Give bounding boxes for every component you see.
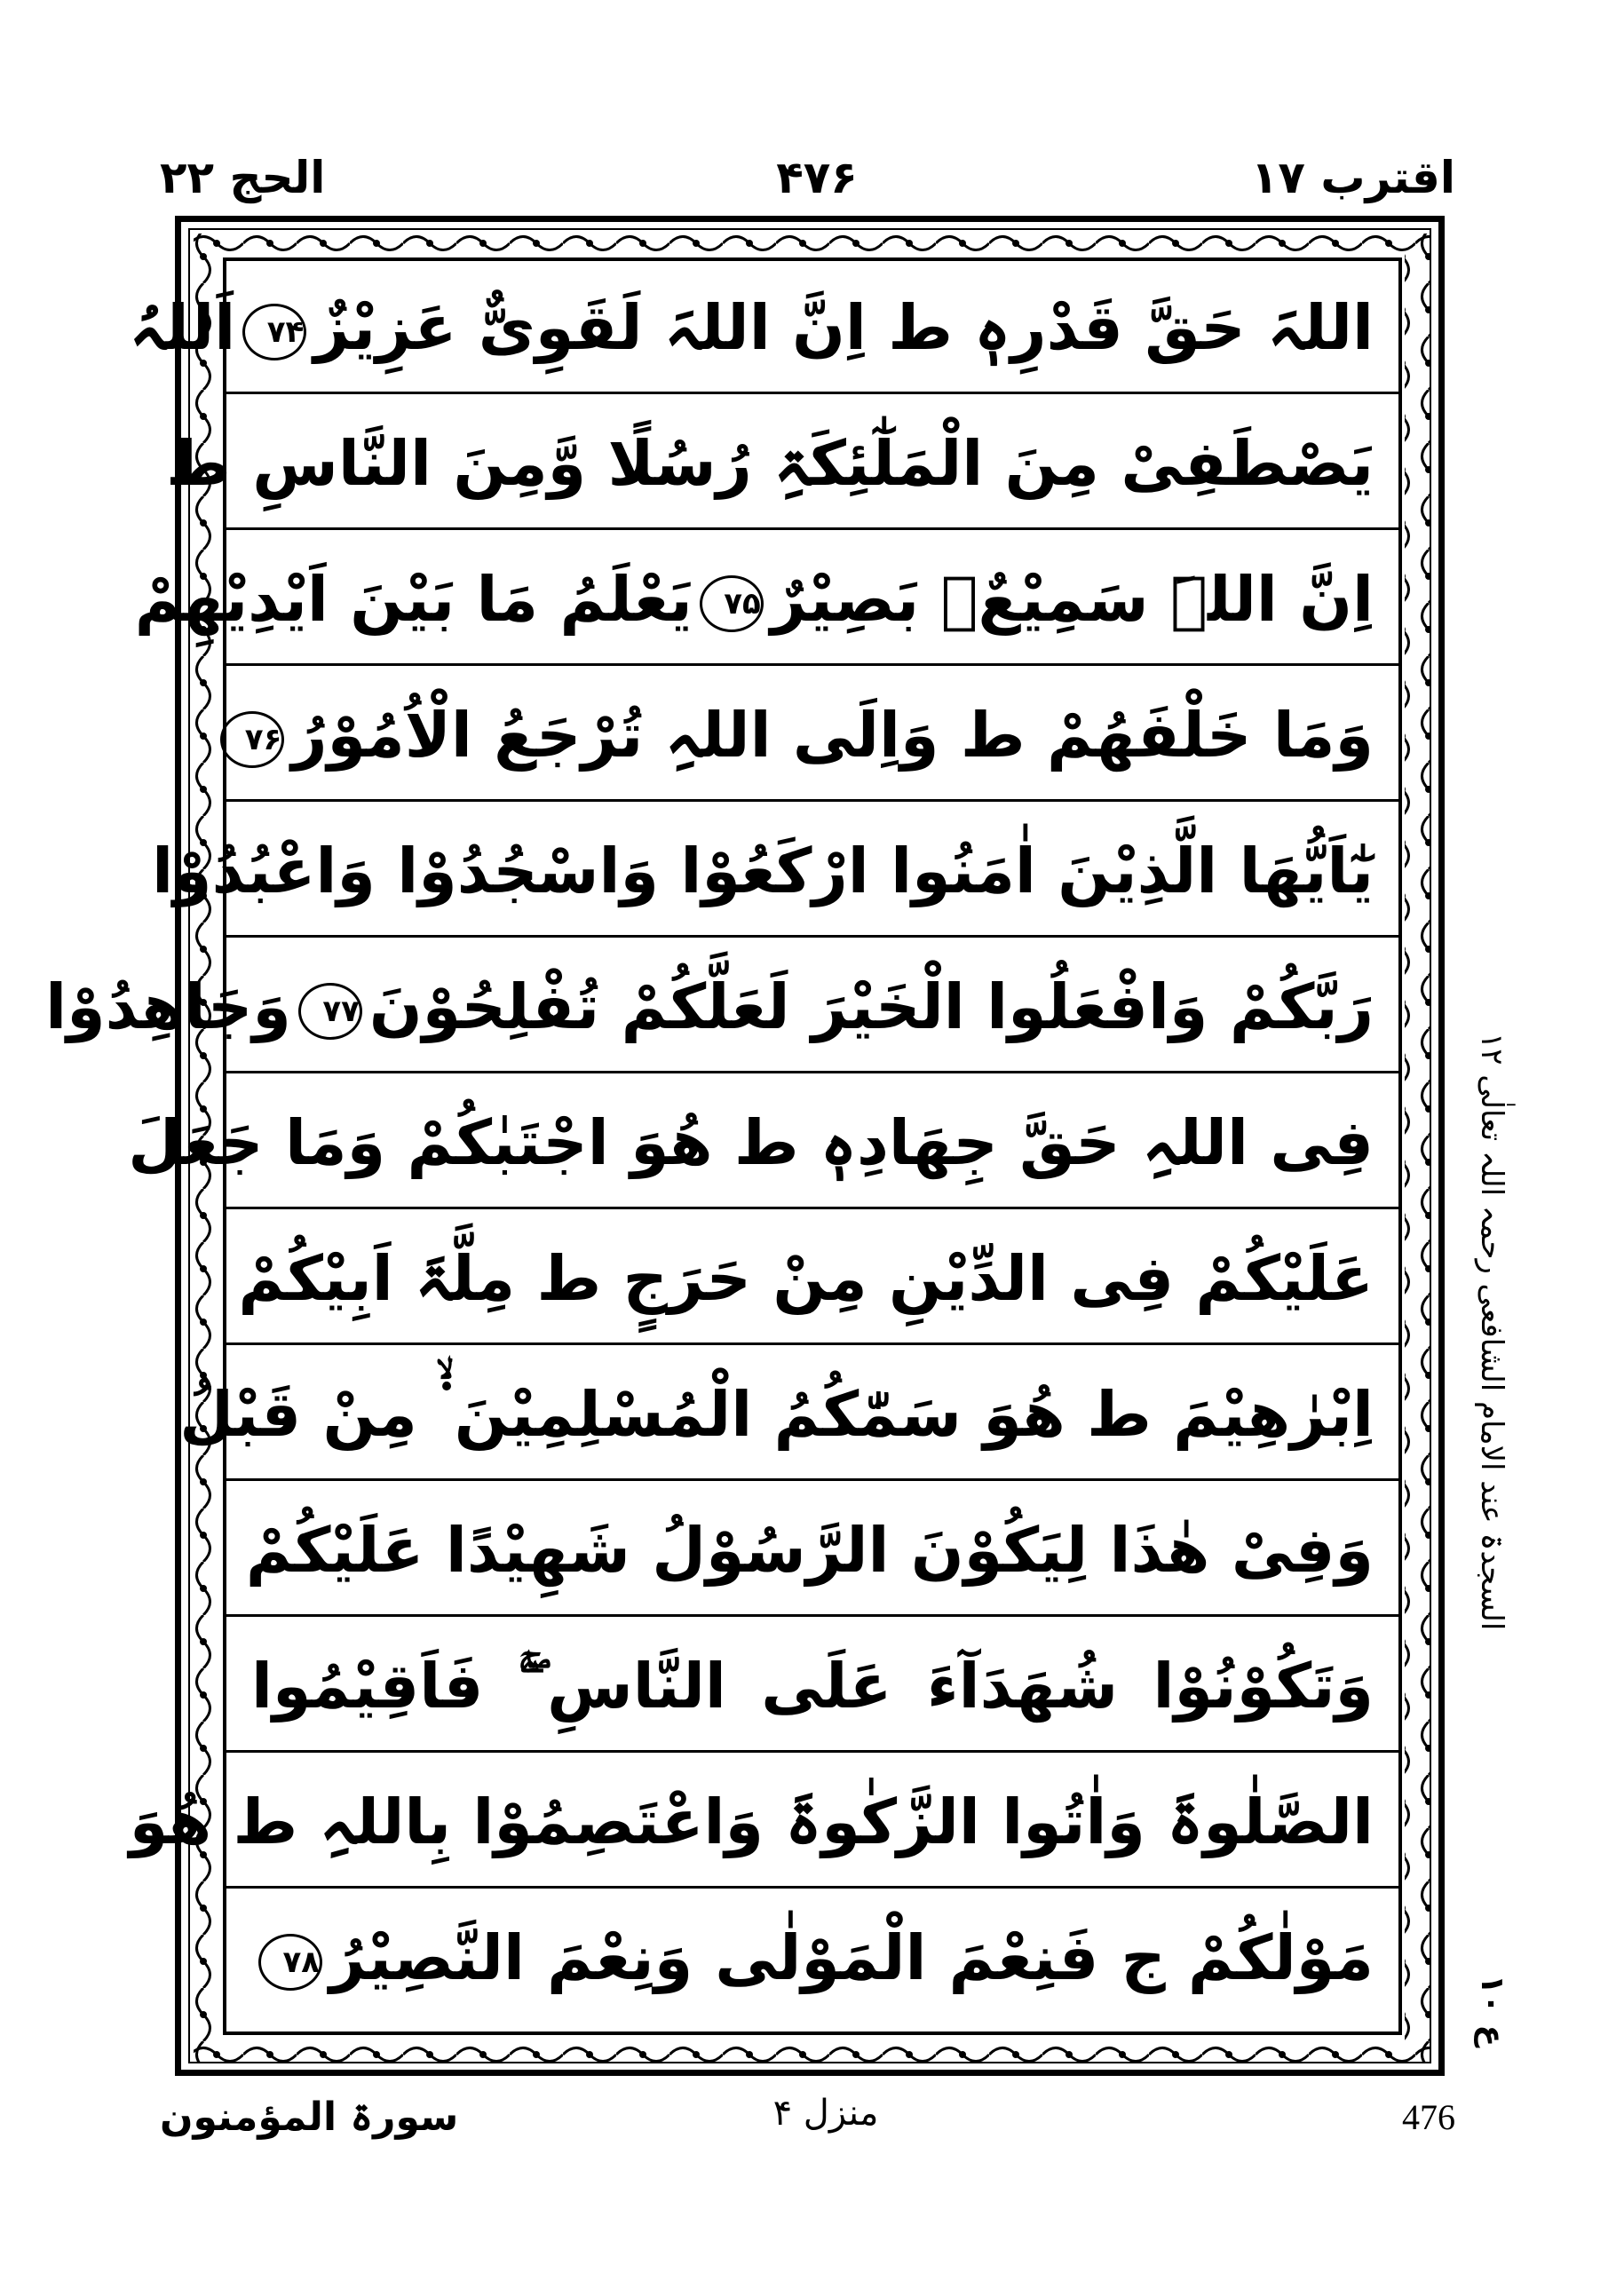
verse-text: عَلَیْکُمْ فِی الدِّیْنِ مِنْ حَرَجٍ ط مِلَّۃَ اَبِیْکُمْ [238, 1242, 1374, 1315]
header-juz-name: اقترب ۱۷ [1250, 152, 1455, 203]
verse-text: اَللہُ [129, 291, 236, 364]
verse-line [129, 261, 1398, 394]
header-page-number: ۴۷۶ [776, 152, 858, 203]
verse-text: وَفِیْ هٰذَا لِیَکُوْنَ الرَّسُوْلُ شَهِیْدًا عَلَیْکُمْ [245, 1514, 1374, 1587]
verse-text: اِنَّ اللہَ سَمِیْعٌۢ بَصِیْرٌ [770, 563, 1374, 636]
verse-line [129, 1755, 1398, 1889]
verse-line [45, 940, 1398, 1073]
verse-text: یَعْلَمُ مَا بَیْنَ اَیْدِیْهِمْ [134, 563, 693, 636]
verse-text: یَصْطَفِیْ مِنَ الْمَلٰٓئِکَۃِ رُسُلًا وَّمِنَ النَّاسِ ط [166, 427, 1374, 500]
footer-page-number: 476 [1402, 2097, 1455, 2137]
verse-text: الصَّلٰوۃَ وَاٰتُوا الزَّکٰوۃَ وَاعْتَصِمُوْا بِاللہِ ط هُوَ [129, 1786, 1374, 1858]
verse-text: وَجَاهِدُوْا [45, 970, 291, 1043]
verse-line [152, 804, 1398, 938]
verse-text: اللہَ حَقَّ قَدْرِہٖ ط اِنَّ اللہَ لَقَوِیٌّ عَزِیْزٌ [313, 291, 1374, 364]
verse-text: اِبْرٰهِیْمَ ط هُوَ سَمّٰکُمُ الْمُسْلِمِیْنَ ۬ۙ مِنْ قَبْلُ [179, 1378, 1374, 1451]
verse-line [179, 1348, 1398, 1481]
ayah-marker: ۷۸ [258, 1934, 322, 1991]
sajda-margin-note: السجدۃ عند الامام الشافعی رحمہ اللہ تعالٰی ۱۲ [1474, 1033, 1509, 1631]
verse-line [226, 1891, 1398, 2024]
footer-next-surah: سورۃ المؤمنون [160, 2095, 459, 2140]
verse-text: یٰٓاَیُّهَا الَّذِیْنَ اٰمَنُوا ارْکَعُوْا وَاسْجُدُوْا وَاعْبُدُوْا [152, 835, 1374, 907]
header-surah-name: الحج ۲۲ [160, 152, 326, 203]
ayah-marker: ۷۴ [242, 304, 306, 360]
verse-text: رَبَّکُمْ وَافْعَلُوا الْخَیْرَ لَعَلَّکُمْ تُفْلِحُوْنَ [368, 970, 1374, 1043]
ruku-margin-note: ع ۱۰ [1474, 1975, 1510, 2047]
verse-line [226, 669, 1398, 802]
verse-line [226, 1212, 1398, 1345]
verse-text: وَمَا خَلْفَهُمْ ط وَاِلَی اللہِ تُرْجَعُ الْاُمُوْرُ [291, 699, 1374, 772]
verse-text: فِی اللہِ حَقَّ جِهَادِہٖ ط هُوَ اجْتَبٰکُمْ وَمَا جَعَلَ [128, 1106, 1374, 1179]
footer-manzil: منزل ۴ [772, 2093, 879, 2134]
verse-line [166, 397, 1398, 530]
verse-line [226, 1620, 1398, 1753]
verse-line [128, 1076, 1398, 1209]
verse-line [134, 533, 1398, 666]
verse-text: مَوْلٰکُمْ ج فَنِعْمَ الْمَوْلٰی وَنِعْمَ النَّصِیْرُ [329, 1921, 1374, 1994]
verse-line [226, 1484, 1398, 1617]
ayah-marker: ۷۶ [220, 711, 284, 768]
verse-panel [45, 257, 1402, 2035]
ayah-marker: ۷۷ [298, 983, 362, 1040]
ayah-marker: ۷۵ [700, 575, 764, 632]
verse-text: وَتَکُوْنُوْا شُهَدَآءَ عَلَی النَّاسِ ۚۖ فَاَقِیْمُوا [251, 1650, 1374, 1723]
